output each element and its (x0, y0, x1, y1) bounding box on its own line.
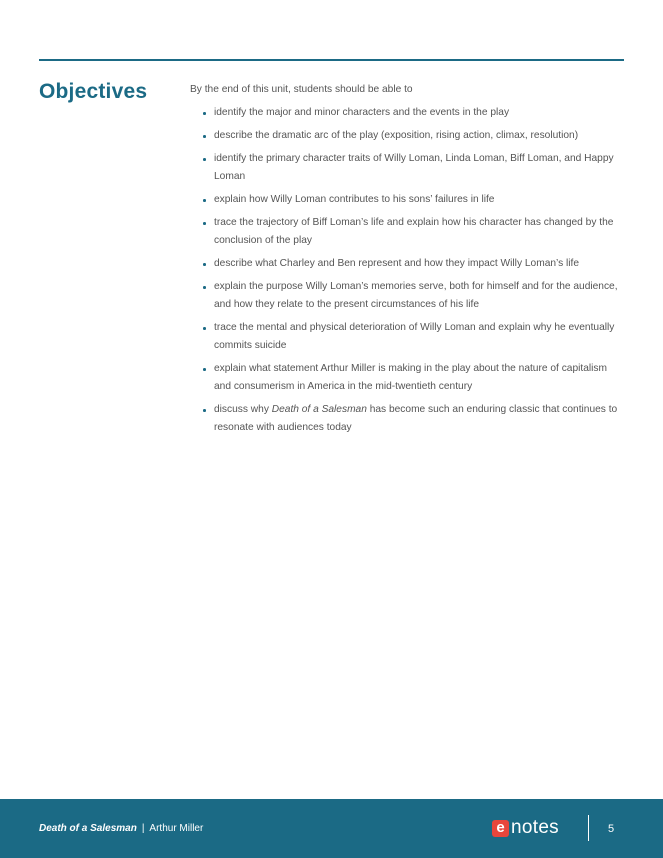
list-item-text-start: discuss why (214, 404, 272, 415)
list-item: trace the trajectory of Biff Loman’s life and explain how his character has changed by the conclusion of the play (214, 214, 622, 250)
enotes-logo (492, 817, 559, 839)
section-title: Objectives (39, 80, 148, 103)
list-item: explain what statement Arthur Miller is making in the play about the nature of capitalism and consumerism in America in the mid-twentieth century (214, 360, 622, 396)
list-item: explain the purpose Willy Loman’s memories serve, both for himself and for the audience, and how they relate to the present circumstances of his life (214, 278, 622, 314)
list-item: describe what Charley and Ben represent and how they impact Willy Loman’s life (214, 255, 622, 273)
footer-separator: | (141, 823, 145, 834)
list-item (214, 401, 622, 437)
enotes-logo-mark: e (492, 820, 509, 837)
footer-book-title: Death of a Salesman (39, 823, 137, 834)
list-item: identify the primary character traits of Willy Loman, Linda Loman, Biff Loman, and Happy Loman (214, 150, 622, 186)
list-item: trace the mental and physical deterioration of Willy Loman and explain why he eventually commits suicide (214, 319, 622, 355)
list-item: explain how Willy Loman contributes to his sons’ failures in life (214, 191, 622, 209)
page-number: 5 (608, 823, 615, 835)
objectives-intro: By the end of this unit, students should be able to (190, 84, 413, 95)
objectives-list (190, 104, 622, 437)
footer-book-info (39, 823, 203, 835)
list-item: describe the dramatic arc of the play (exposition, rising action, climax, resolution) (214, 127, 622, 145)
book-title-italic: Death of a Salesman (271, 404, 367, 415)
page-footer (0, 799, 663, 858)
list-item: identify the major and minor characters and the events in the play (214, 104, 622, 122)
list-item-text-end: has become such an enduring classic that continues to resonate with audiences today (214, 404, 618, 433)
top-divider (39, 59, 624, 61)
enotes-logo-word: notes (511, 817, 559, 838)
footer-author: Arthur Miller (149, 823, 204, 834)
objectives-content (190, 81, 622, 442)
footer-divider (588, 815, 589, 841)
